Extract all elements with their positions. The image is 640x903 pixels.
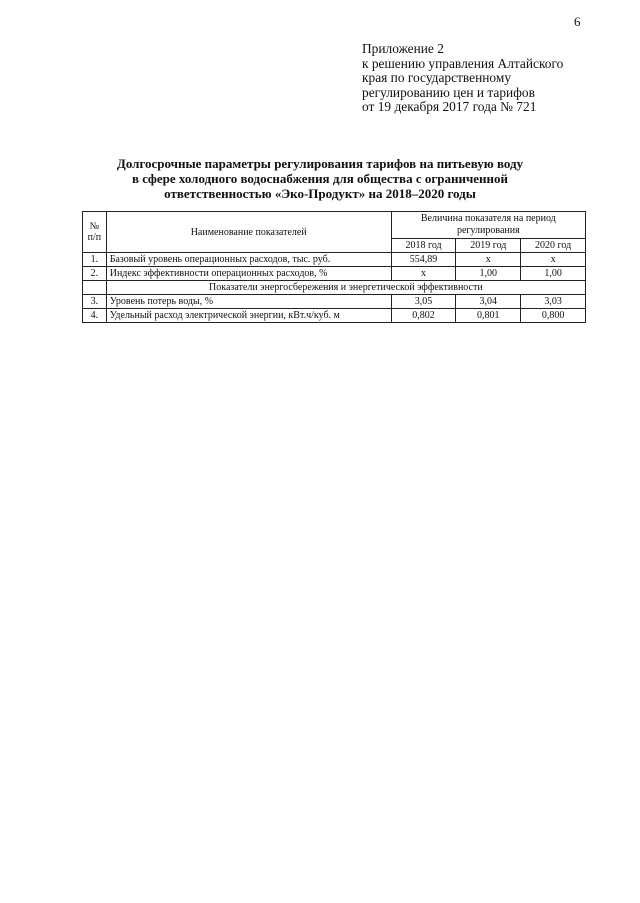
table-row bbox=[83, 267, 586, 281]
table-row bbox=[83, 253, 586, 267]
row-value: 0,800 bbox=[521, 309, 586, 323]
row-num: 2. bbox=[83, 267, 107, 281]
row-value: х bbox=[391, 267, 456, 281]
appendix-line: к решению управления Алтайского bbox=[362, 55, 564, 71]
row-name: Уровень потерь воды, % bbox=[106, 295, 391, 309]
appendix-line: Приложение 2 bbox=[362, 41, 444, 56]
title-line: в сфере холодного водоснабжения для общества с ограниченной bbox=[131, 171, 509, 186]
appendix-line: края по государственному bbox=[362, 70, 512, 86]
row-value: 0,801 bbox=[456, 309, 521, 323]
header-value-group: Величина показателя на период регулирования bbox=[391, 212, 585, 239]
row-value: 554,89 bbox=[391, 253, 456, 267]
header-year: 2019 год bbox=[456, 239, 521, 253]
appendix-block bbox=[362, 42, 602, 115]
row-value: 3,05 bbox=[391, 295, 456, 309]
header-year: 2020 год bbox=[521, 239, 586, 253]
row-num: 1. bbox=[83, 253, 107, 267]
row-value: 0,802 bbox=[391, 309, 456, 323]
section-row bbox=[83, 281, 586, 295]
document-title bbox=[80, 156, 560, 201]
header-num: № п/п bbox=[83, 212, 107, 253]
row-name: Базовый уровень операционных расходов, тыс. руб. bbox=[106, 253, 391, 267]
page-number: 6 bbox=[574, 14, 581, 29]
row-value: 3,04 bbox=[456, 295, 521, 309]
row-value: х bbox=[456, 253, 521, 267]
parameters-table bbox=[82, 211, 586, 323]
section-num-cell bbox=[83, 281, 107, 295]
row-value: 1,00 bbox=[456, 267, 521, 281]
title-line: ответственностью «Эко-Продукт» на 2018–2020 годы bbox=[164, 186, 476, 201]
appendix-line: регулированию цен и тарифов bbox=[362, 84, 535, 100]
section-heading: Показатели энергосбережения и энергетической эффективности bbox=[106, 281, 585, 295]
table-row bbox=[83, 295, 586, 309]
appendix-line: от 19 декабря 2017 года № 721 bbox=[362, 99, 537, 115]
row-name: Индекс эффективности операционных расходов, % bbox=[106, 267, 391, 281]
header-name: Наименование показателей bbox=[106, 212, 391, 253]
table-header-row bbox=[83, 212, 586, 239]
title-line: Долгосрочные параметры регулирования тарифов на питьевую воду bbox=[116, 156, 524, 171]
table-row bbox=[83, 309, 586, 323]
header-year: 2018 год bbox=[391, 239, 456, 253]
row-name: Удельный расход электрической энергии, кВт.ч/куб. м bbox=[106, 309, 391, 323]
row-value: х bbox=[521, 253, 586, 267]
row-num: 3. bbox=[83, 295, 107, 309]
row-value: 3,03 bbox=[521, 295, 586, 309]
row-value: 1,00 bbox=[521, 267, 586, 281]
row-num: 4. bbox=[83, 309, 107, 323]
